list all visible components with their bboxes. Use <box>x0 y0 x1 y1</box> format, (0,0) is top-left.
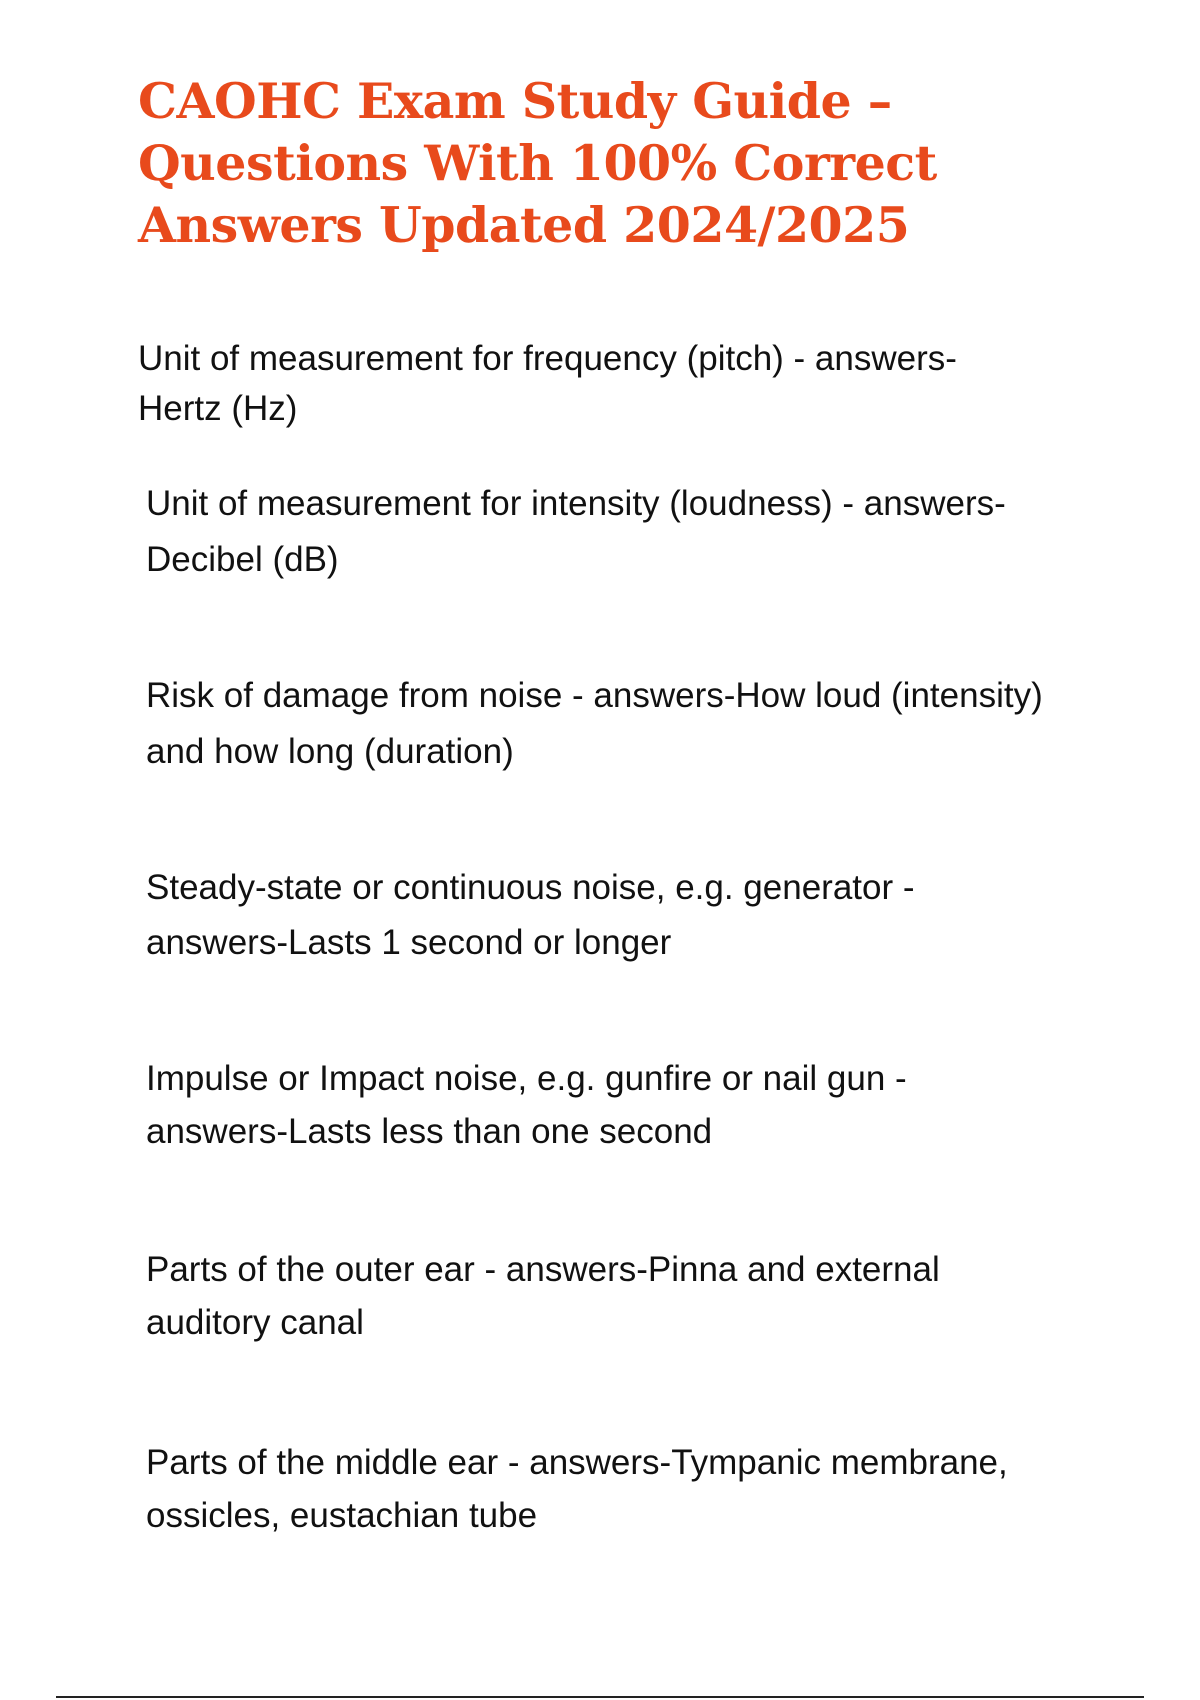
qa-item-middle-ear: Parts of the middle ear - answers-Tympanic membrane, ossicles, eustachian tube <box>146 1443 1008 1535</box>
qa-item-noise-risk: Risk of damage from noise - answers-How loud (intensity) and how long (duration) <box>146 676 1043 771</box>
qa-item-steady-noise: Steady-state or continuous noise, e.g. generator - answers-Lasts 1 second or longer <box>146 868 915 962</box>
document-title: CAOHC Exam Study Guide – Questions With 100% Correct Answers Updated 2024/2025 <box>138 72 937 254</box>
qa-item-outer-ear: Parts of the outer ear - answers-Pinna and external auditory canal <box>146 1250 940 1342</box>
footer-divider <box>56 1696 1144 1698</box>
qa-item-frequency: Unit of measurement for frequency (pitch) - answers-Hertz (Hz) <box>138 339 957 428</box>
qa-item-impulse-noise: Impulse or Impact noise, e.g. gunfire or nail gun - answers-Lasts less than one second <box>146 1059 907 1151</box>
qa-item-intensity: Unit of measurement for intensity (loudness) - answers-Decibel (dB) <box>146 484 1006 579</box>
